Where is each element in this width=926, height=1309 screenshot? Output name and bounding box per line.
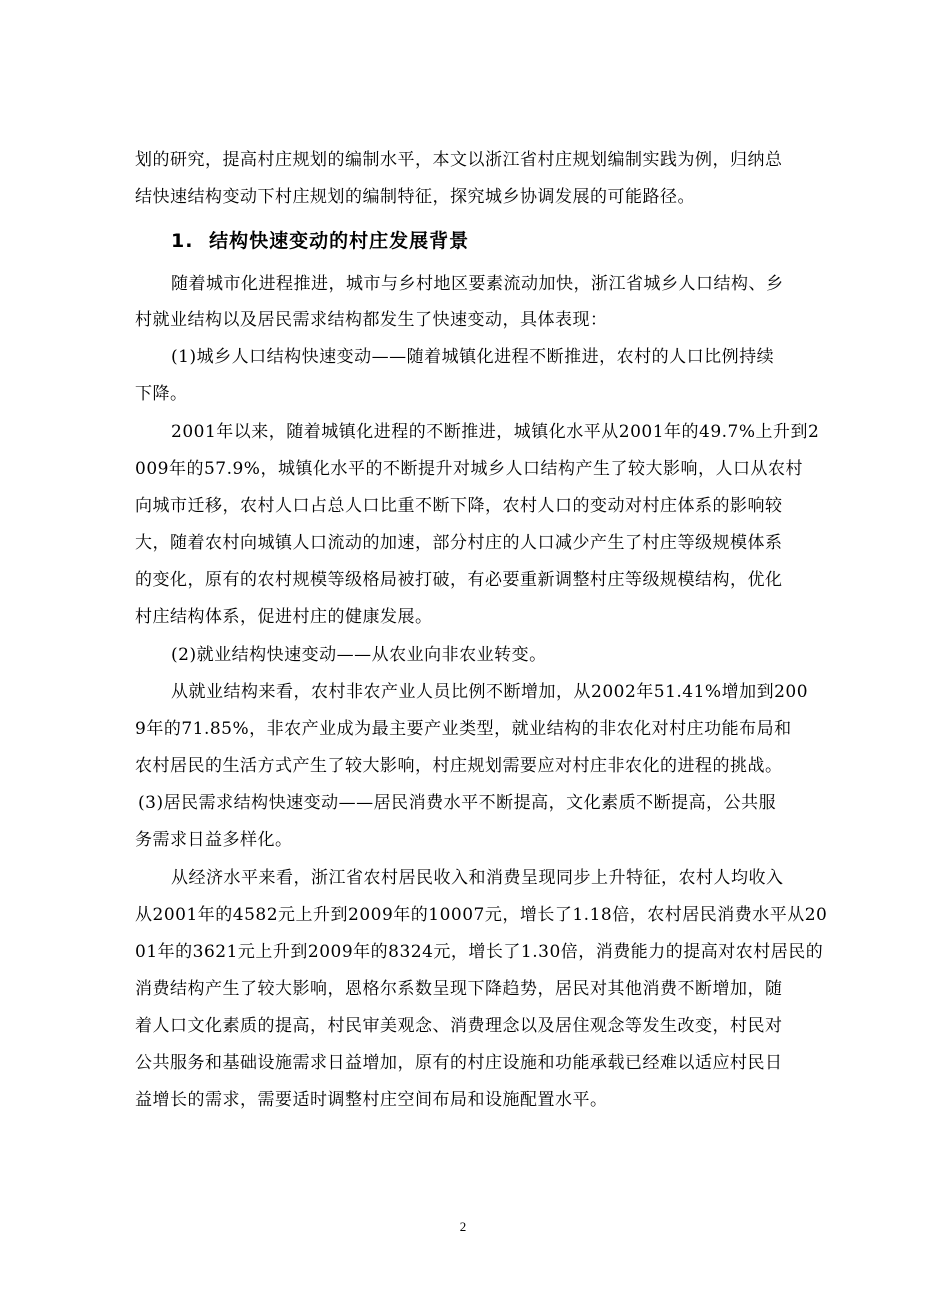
intro-line-2: 结快速结构变动下村庄规划的编制特征，探究城乡协调发展的可能路径。 <box>135 187 695 207</box>
p4-line-3: 01年的3621元上升到2009年的8324元，增长了1.30倍，消费能力的提高对农村居民的 <box>135 942 824 962</box>
item1-line-2: 下降。 <box>135 384 188 404</box>
p2-line-4: 大，随着农村向城镇人口流动的加速，部分村庄的人口减少产生了村庄等级规模体系 <box>135 533 783 553</box>
p2-line-3: 向城市迁移，农村人口占总人口比重不断下降，农村人口的变动对村庄体系的影响较 <box>135 496 783 516</box>
p3-line-1: 从就业结构来看，农村非农产业人员比例不断增加，从2002年51.41%增加到200 <box>171 682 809 702</box>
item1-line-1: (1)城乡人口结构快速变动——随着城镇化进程不断推进，农村的人口比例持续 <box>171 347 775 367</box>
p3-line-2: 9年的71.85%，非农产业成为最主要产业类型，就业结构的非农化对村庄功能布局和 <box>135 719 792 739</box>
p4-line-6: 公共服务和基础设施需求日益增加，原有的村庄设施和功能承载已经难以适应村民日 <box>135 1053 783 1073</box>
item3-line-2: 务需求日益多样化。 <box>135 830 293 850</box>
p2-line-2: 009年的57.9%，城镇化水平的不断提升对城乡人口结构产生了较大影响，人口从农村 <box>135 459 803 479</box>
item3-line-1: (3)居民需求结构快速变动——居民消费水平不断提高，文化素质不断提高，公共服 <box>138 793 777 813</box>
section-title: 结构快速变动的村庄发展背景 <box>209 230 470 252</box>
p3-line-3: 农村居民的生活方式产生了较大影响，村庄规划需要应对村庄非农化的进程的挑战。 <box>135 756 783 776</box>
p4-line-4: 消费结构产生了较大影响，恩格尔系数呈现下降趋势，居民对其他消费不断增加，随 <box>135 979 783 999</box>
section-heading <box>171 229 469 253</box>
p1-line-2: 村就业结构以及居民需求结构都发生了快速变动，具体表现： <box>135 310 608 330</box>
section-number: 1. <box>171 230 194 252</box>
p2-line-1: 2001年以来，随着城镇化进程的不断推进，城镇化水平从2001年的49.7%上升到2 <box>171 422 820 442</box>
p2-line-5: 的变化，原有的农村规模等级格局被打破，有必要重新调整村庄等级规模结构，优化 <box>135 570 783 590</box>
intro-line-1: 划的研究，提高村庄规划的编制水平，本文以浙江省村庄规划编制实践为例，归纳总 <box>135 150 783 170</box>
p4-line-5: 着人口文化素质的提高，村民审美观念、消费理念以及居住观念等发生改变，村民对 <box>135 1016 783 1036</box>
p1-line-1: 随着城市化进程推进，城市与乡村地区要素流动加快，浙江省城乡人口结构、乡 <box>171 274 784 294</box>
item2-line-1: (2)就业结构快速变动——从农业向非农业转变。 <box>171 645 547 665</box>
page-number: 2 <box>459 1219 467 1234</box>
p2-line-6: 村庄结构体系，促进村庄的健康发展。 <box>135 607 433 627</box>
p4-line-2: 从2001年的4582元上升到2009年的10007元，增长了1.18倍，农村居民消费水平从20 <box>135 905 828 925</box>
p4-line-1: 从经济水平来看，浙江省农村居民收入和消费呈现同步上升特征，农村人均收入 <box>171 868 784 888</box>
p4-line-7: 益增长的需求，需要适时调整村庄空间布局和设施配置水平。 <box>135 1090 608 1110</box>
